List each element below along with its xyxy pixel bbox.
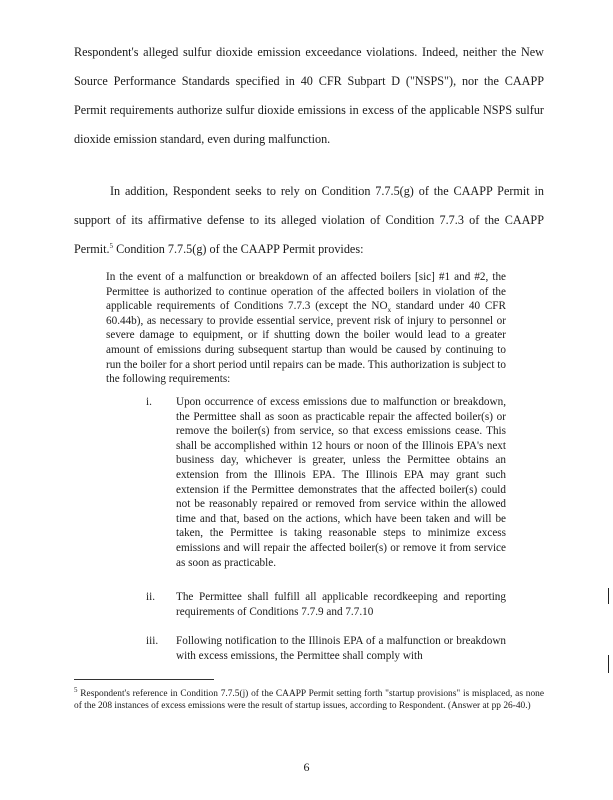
list-item-text: Upon occurrence of excess emissions due to malfunction or breakdown, the Permittee shall as soon as practicable repair the affected boiler(s) or remove the boiler(s) from service, so that excess emissions cease. This shall be accomplished within 12 hours or noon of the Illinois EPA's next business day, whichever is greater, unless the Permittee obtains an extension from the Illinois EPA. The Illinois EPA may grant such extension if the Permittee demonstrates that the affected boiler(s) could not be reasonably repaired or removed from service within the allowed time and that, based on the actions, which have been taken and will be taken, the Permittee is taking reasonable steps to minimize excess emissions and will repair the affected boiler(s) or remove it from service as soon as practicable. <box>176 396 506 569</box>
body-paragraph-1: Respondent's alleged sulfur dioxide emission exceedance violations. Indeed, neither the New Source Performance Standards specified in 40 CFR Subpart D ("NSPS"), nor the CAAPP Permit requirements authorize sulfur dioxide emissions in excess of the applicable NSPS sulfur dioxide emission standard, even during malfunction. <box>74 45 544 146</box>
list-item-text: The Permittee shall fulfill all applicable recordkeeping and reporting requirements of Conditions 7.7.9 and 7.7.10 <box>176 591 506 618</box>
margin-mark <box>608 655 609 673</box>
list-item-number: iii. <box>146 635 159 647</box>
margin-mark <box>608 588 609 604</box>
list-item-number: ii. <box>146 591 156 603</box>
list-item-text: Following notification to the Illinois EPA of a malfunction or breakdown with excess emissions, the Permittee shall comply with <box>176 635 506 662</box>
footnote-reference: 5 <box>109 241 114 250</box>
body-paragraph-2: In addition, Respondent seeks to rely on Condition 7.7.5(g) of the CAAPP Permit in support of its affirmative defense to its alleged violation of Condition 7.7.3 of the CAAPP Permit.$^5$ Condition 7.7.5(g) of the CAAPP Permit provides: <box>74 184 544 256</box>
footnote: $^5$ Respondent's reference in Condition 7.7.5(j) of the CAAPP Permit setting forth "startup provisions" is misplaced, as none of the 208 instances of excess emissions were the result of startup issues, according to Respondent. (Answer at pp 26-40.) <box>74 685 544 712</box>
list-item-number: i. <box>146 396 152 408</box>
footnote-divider <box>74 679 214 680</box>
page-number: 6 <box>303 760 310 774</box>
block-quote: In the event of a malfunction or breakdown of an affected boilers [sic] #1 and #2, the Permittee is authorized to continue operation of the affected boilers in violation of the applicable requirements of Conditions 7.7.3 (except the $NO_x$ standard under 40 CFR 60.44b), as necessary to provide essential service, prevent risk of injury to personnel or severe damage to equipment, or if shutting down the boiler would lead to a greater amount of emissions during subsequent startup than would be caused by continuing to run the boiler for a short period until repairs can be made. This authorization is subject to the following requirements: <box>106 271 506 386</box>
